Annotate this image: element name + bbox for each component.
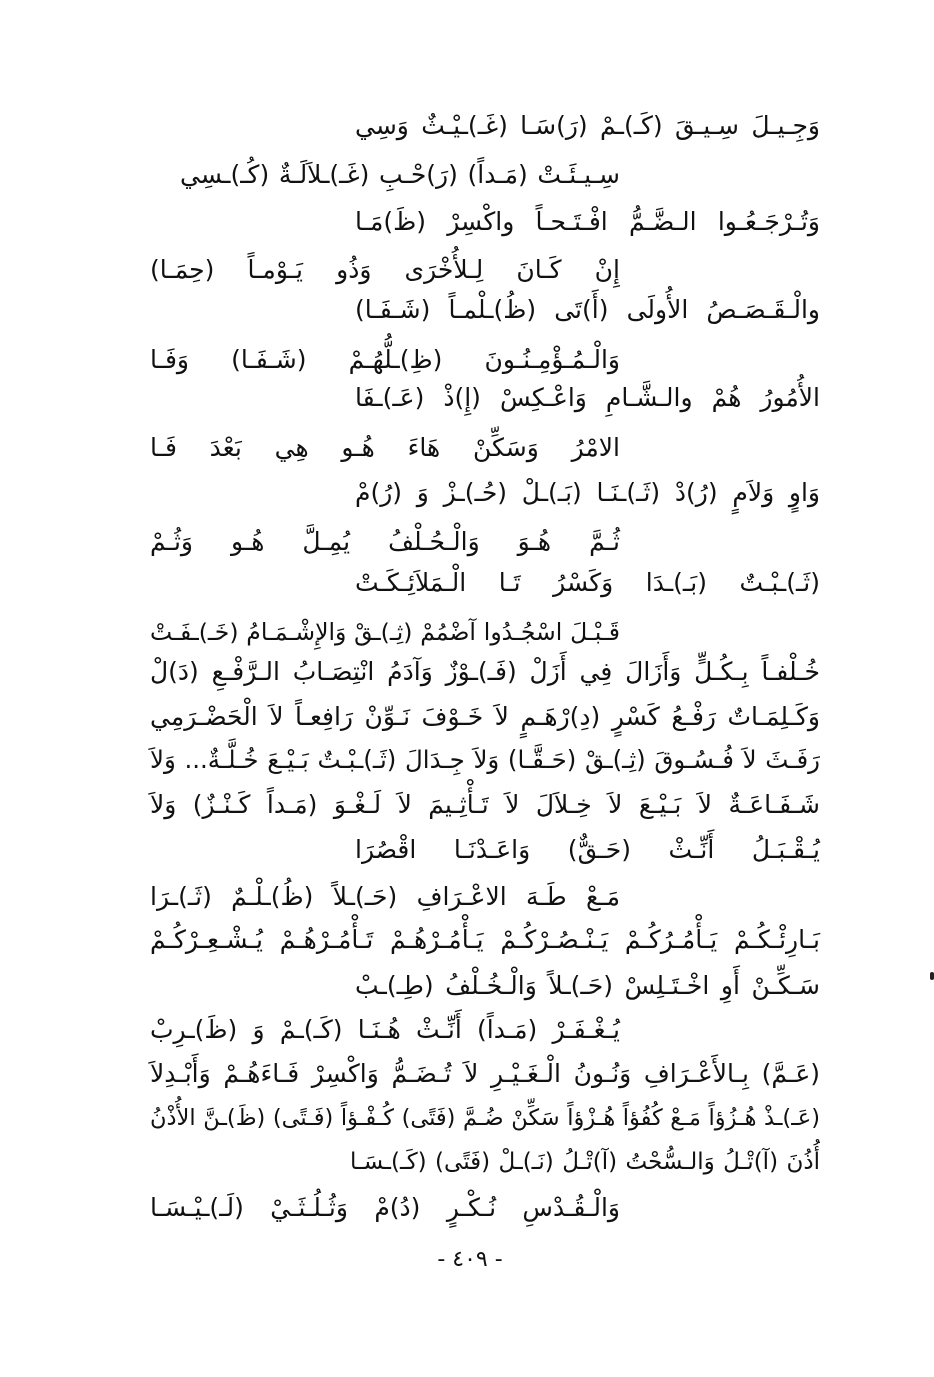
verse-line-22: (عَـمَّ) بِـالأَعْـرَافِ وَنُـونُ الْـغَـيْـرِ لاَ تُـضَـمُّ وَاكْسِرْ فَـاءَهُـمْ وَأَبْـدِلاَ	[150, 1059, 820, 1088]
scan-speck	[930, 972, 934, 980]
verse-line-5: والْـقَـصَـصُ الأُولَى (أَ)تَى (ظُ)ـلْمـاً (شَـفَـا)	[355, 295, 820, 324]
verse-line-15: رَفَـثَ لاَ فُـسُـوقَ (ثِـ)ـقْ (حَـقَّـا) وَلاَ جِـدَالَ (ثَـ)ـبْـتٌ بَـيْـعَ خُـلَّـةٌ... وَلاَ	[150, 745, 820, 774]
verse-line-3: وَتُـرْجَـعُـوا الـضَّـمُّ افْـتَـحـاً واكْسِرْ (ظَ)مَـا	[355, 207, 820, 236]
verse-line-17: يُـقْـبَـلُ أَنِّـثْ (حَـقٌّ) وَاعَـدْنَـا اقْصُرَا	[355, 835, 820, 864]
verse-line-20: سَـكِّـنْ أَوِ اخْـتَـلِسْ (حَـ)ـلاً وَالْـخُـلْفُ (طِـ)ـبْ	[355, 971, 820, 1000]
verse-line-21: يُـغْـفَـرْ (مَـداً) أَنِّـثْ هُـنَـا (كَـ)ـمْ وَ (ظَ)ـرِبْ	[150, 1015, 620, 1044]
verse-line-19: بَـارِئْـكُـمْ يَـأْمُـرُكُـمْ يَـنْـصُـرْكُـمْ يَـأْمُـرْهُـمْ تَـأْمُـرْهُـمْ يُـشْـعِـرْكُـمْ	[150, 925, 820, 954]
verse-line-23: (عَـ)ـذْ هُـزُؤاً مَـعْ كُفُؤاً هُـزْؤاً سَكِّنْ ضُـمَّ (فَتًى) كُـفْـؤاً (فَـتًى) (ظَ)ـنَّ الأُذْنُ	[150, 1105, 820, 1131]
verse-line-13: خُـلْفـاً بِـكُـلٍّ وَأَزَالَ فِي أَزَلْ (فَـ)ـوْزٌ وَآدَمُ انْتِصَـابُ الـرَّفْـعِ (دَ)لْ	[150, 657, 820, 686]
verse-line-18: مَـعْ طَـهَ الاعْـرَافِ (حَـ)ـلاً (ظُ)ـلْـمٌ (ثَـ)ـرَا	[150, 882, 620, 911]
verse-line-7: الأُمُورُ هُمْ والـشَّـامِ وَاعْـكِسْ (إِ)ذْ (عَـ)ـفَا	[355, 383, 820, 412]
verse-line-8: الامْرُ وَسَكِّنْ هَاءَ هُـو هِي بَعْدَ فَـا	[150, 433, 620, 462]
page-number: - ٤٠٩ -	[437, 1247, 503, 1272]
verse-line-10: ثُـمَّ هُـوَ وَالْـحُـلْفُ يُمِـلَّ هُـو وَثُـمْ	[150, 527, 620, 556]
verse-line-2: سِـيـئَـتْ (مَـداً) (رَ)حْـبِ (غَـ)ـلاَلَـةٌ (كُـ)ـسِي	[180, 160, 620, 189]
verse-line-11: (ثَـ)ـبْـتٌ (بَـ)ـدَا وَكَسْرُ تَـا الْـمَلاَئِـكَـتْ	[355, 568, 820, 597]
verse-line-16: شَـفَـاعَـةٌ لاَ بَـيْـعَ لاَ خِـلاَلَ لاَ تَـأْثِـيمَ لاَ لَـغْـوَ (مَـداً كَـنْـزٌ) وَلاَ	[150, 790, 820, 819]
verse-line-4: إِنْ كَـانَ لِـلأُخْرَى وَذُو يَـوْمـاً (حِمَـا)	[150, 255, 620, 284]
verse-line-24: أُذُنَ (آ)تْـلُ وَالـسُّحْتُ (آ)تْـلُ (نَـ)ـلْ (فَتًى) (كَـ)ـسَـا	[350, 1149, 820, 1175]
verse-line-25: وَالْـقُـدْسِ نُـكْـرٍ (دُ)مْ وَثُـلُـثَـيْ (لَـ)ـيْـسَـا	[150, 1193, 620, 1222]
verse-line-6: وَالْـمُـؤْمِـنُـونَ (ظِ)ـلُّهُـمْ (شَـفَـا) وَفَـا	[150, 345, 620, 374]
verse-line-14: وَكَـلِمَـاتٌ رَفْـعُ كَسْرٍ (دِ)رْهَـمٍ لاَ خَـوْفَ نَـوِّنْ رَافِعـاً لاَ الْحَضْـرَمِي	[150, 702, 820, 731]
verse-line-1: وَجِـيـلَ سِـيـقَ (كَـ)ـمْ (رَ)سَـا (غَـ)ـيْـثٌ وَسِي	[355, 111, 820, 140]
verse-line-12: قَـبْـلَ اسْجُـدُوا آضْمُمْ (ثِـ)ـقْ وَالإِشْـمَـامُ (خَـ)ـفَـتْ	[150, 618, 620, 646]
verse-line-9: وَاوٍ وَلاَمٍ (رُ)دْ (ثَـ)ـنَـا (بَـ)ـلْ (حُـ)ـزْ وَ (رُ)مْ	[355, 478, 820, 507]
